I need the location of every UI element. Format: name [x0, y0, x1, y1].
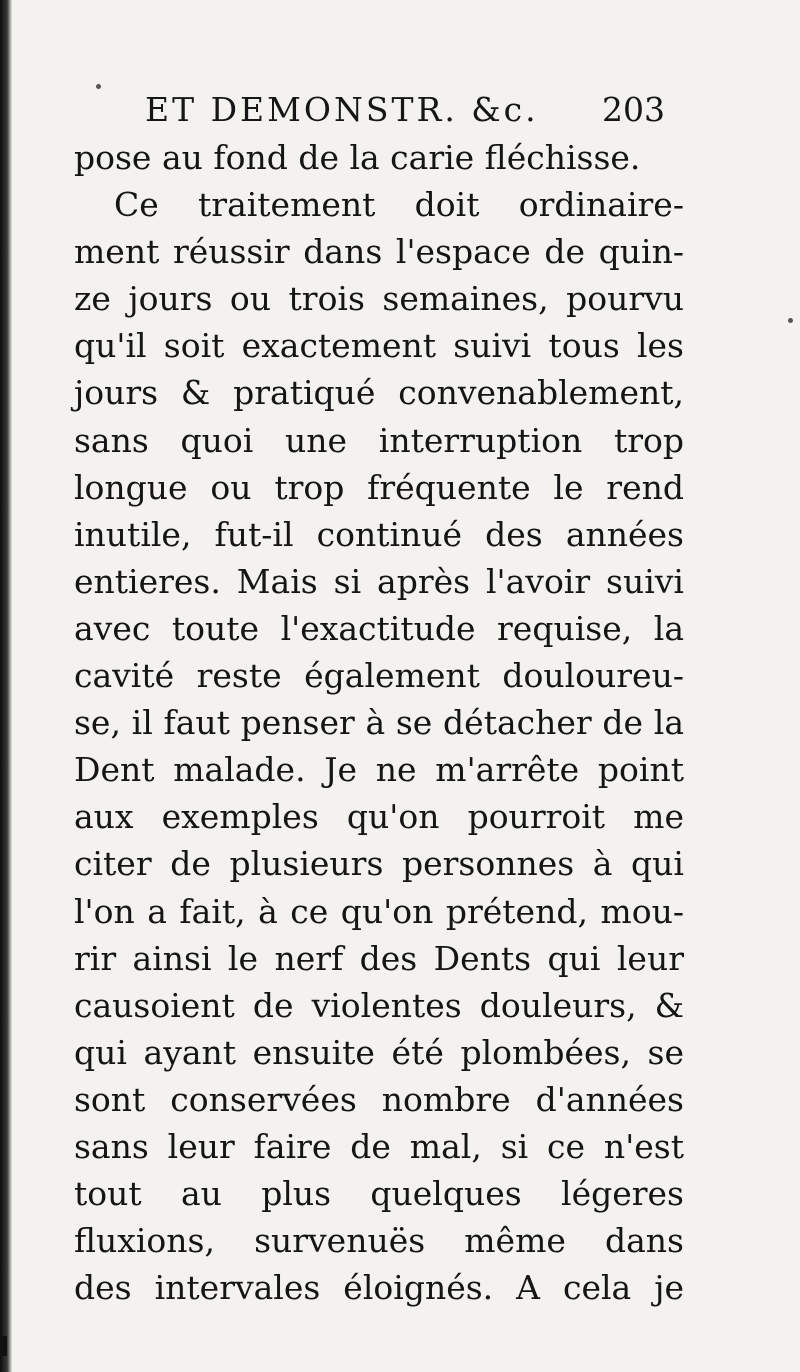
text-line: qui ayant ensuite été plombées, se — [74, 1032, 684, 1072]
text-line: pose au fond de la carie fléchisse. — [74, 138, 641, 177]
text-line: se, il faut penser à se détacher de la — [74, 703, 684, 743]
page-number: 203 — [602, 90, 665, 129]
text-line: Ce traitement doit ordinaire- — [114, 185, 684, 225]
text-line: cavité reste également douloureu- — [74, 656, 684, 696]
text-line: ze jours ou trois semaines, pourvu — [74, 279, 684, 319]
text-line: qu'il soit exactement suivi tous les — [74, 326, 684, 366]
text-line: inutile, fut-il continué des années — [74, 514, 684, 554]
text-line: sont conservées nombre d'années — [74, 1079, 684, 1119]
page-binding-edge — [0, 0, 12, 1372]
text-line: sans leur faire de mal, si ce n'est — [74, 1126, 684, 1166]
ink-speck — [788, 318, 793, 323]
text-line: fluxions, survenuës même dans — [74, 1221, 684, 1261]
ink-speck — [96, 84, 101, 89]
text-line: causoient de violentes douleurs, & — [74, 985, 684, 1025]
text-line: l'on a fait, à ce qu'on prétend, mou- — [74, 891, 684, 931]
text-line: tout au plus quelques légeres — [74, 1174, 684, 1214]
text-line: entieres. Mais si après l'avoir suivi — [74, 561, 684, 601]
body-text — [74, 134, 684, 1311]
text-line: des intervales éloignés. A cela je — [74, 1268, 684, 1308]
text-line: rir ainsi le nerf des Dents qui leur — [74, 938, 684, 978]
text-line: aux exemples qu'on pourroit me — [74, 797, 684, 837]
text-line: avec toute l'exactitude requise, la — [74, 608, 684, 648]
running-header — [145, 84, 665, 134]
running-title: ET DEMONSTR. &c. — [145, 90, 539, 129]
text-line: Dent malade. Je ne m'arrête point — [74, 750, 684, 790]
text-line: sans quoi une interruption trop — [74, 420, 684, 460]
text-line: jours & pratiqué convenablement, — [74, 373, 684, 413]
text-line: ment réussir dans l'espace de quin- — [74, 232, 684, 272]
text-line: citer de plusieurs personnes à qui — [74, 844, 684, 884]
text-line: longue ou trop fréquente le rend — [74, 467, 684, 507]
page-edge-mark — [0, 1336, 7, 1356]
